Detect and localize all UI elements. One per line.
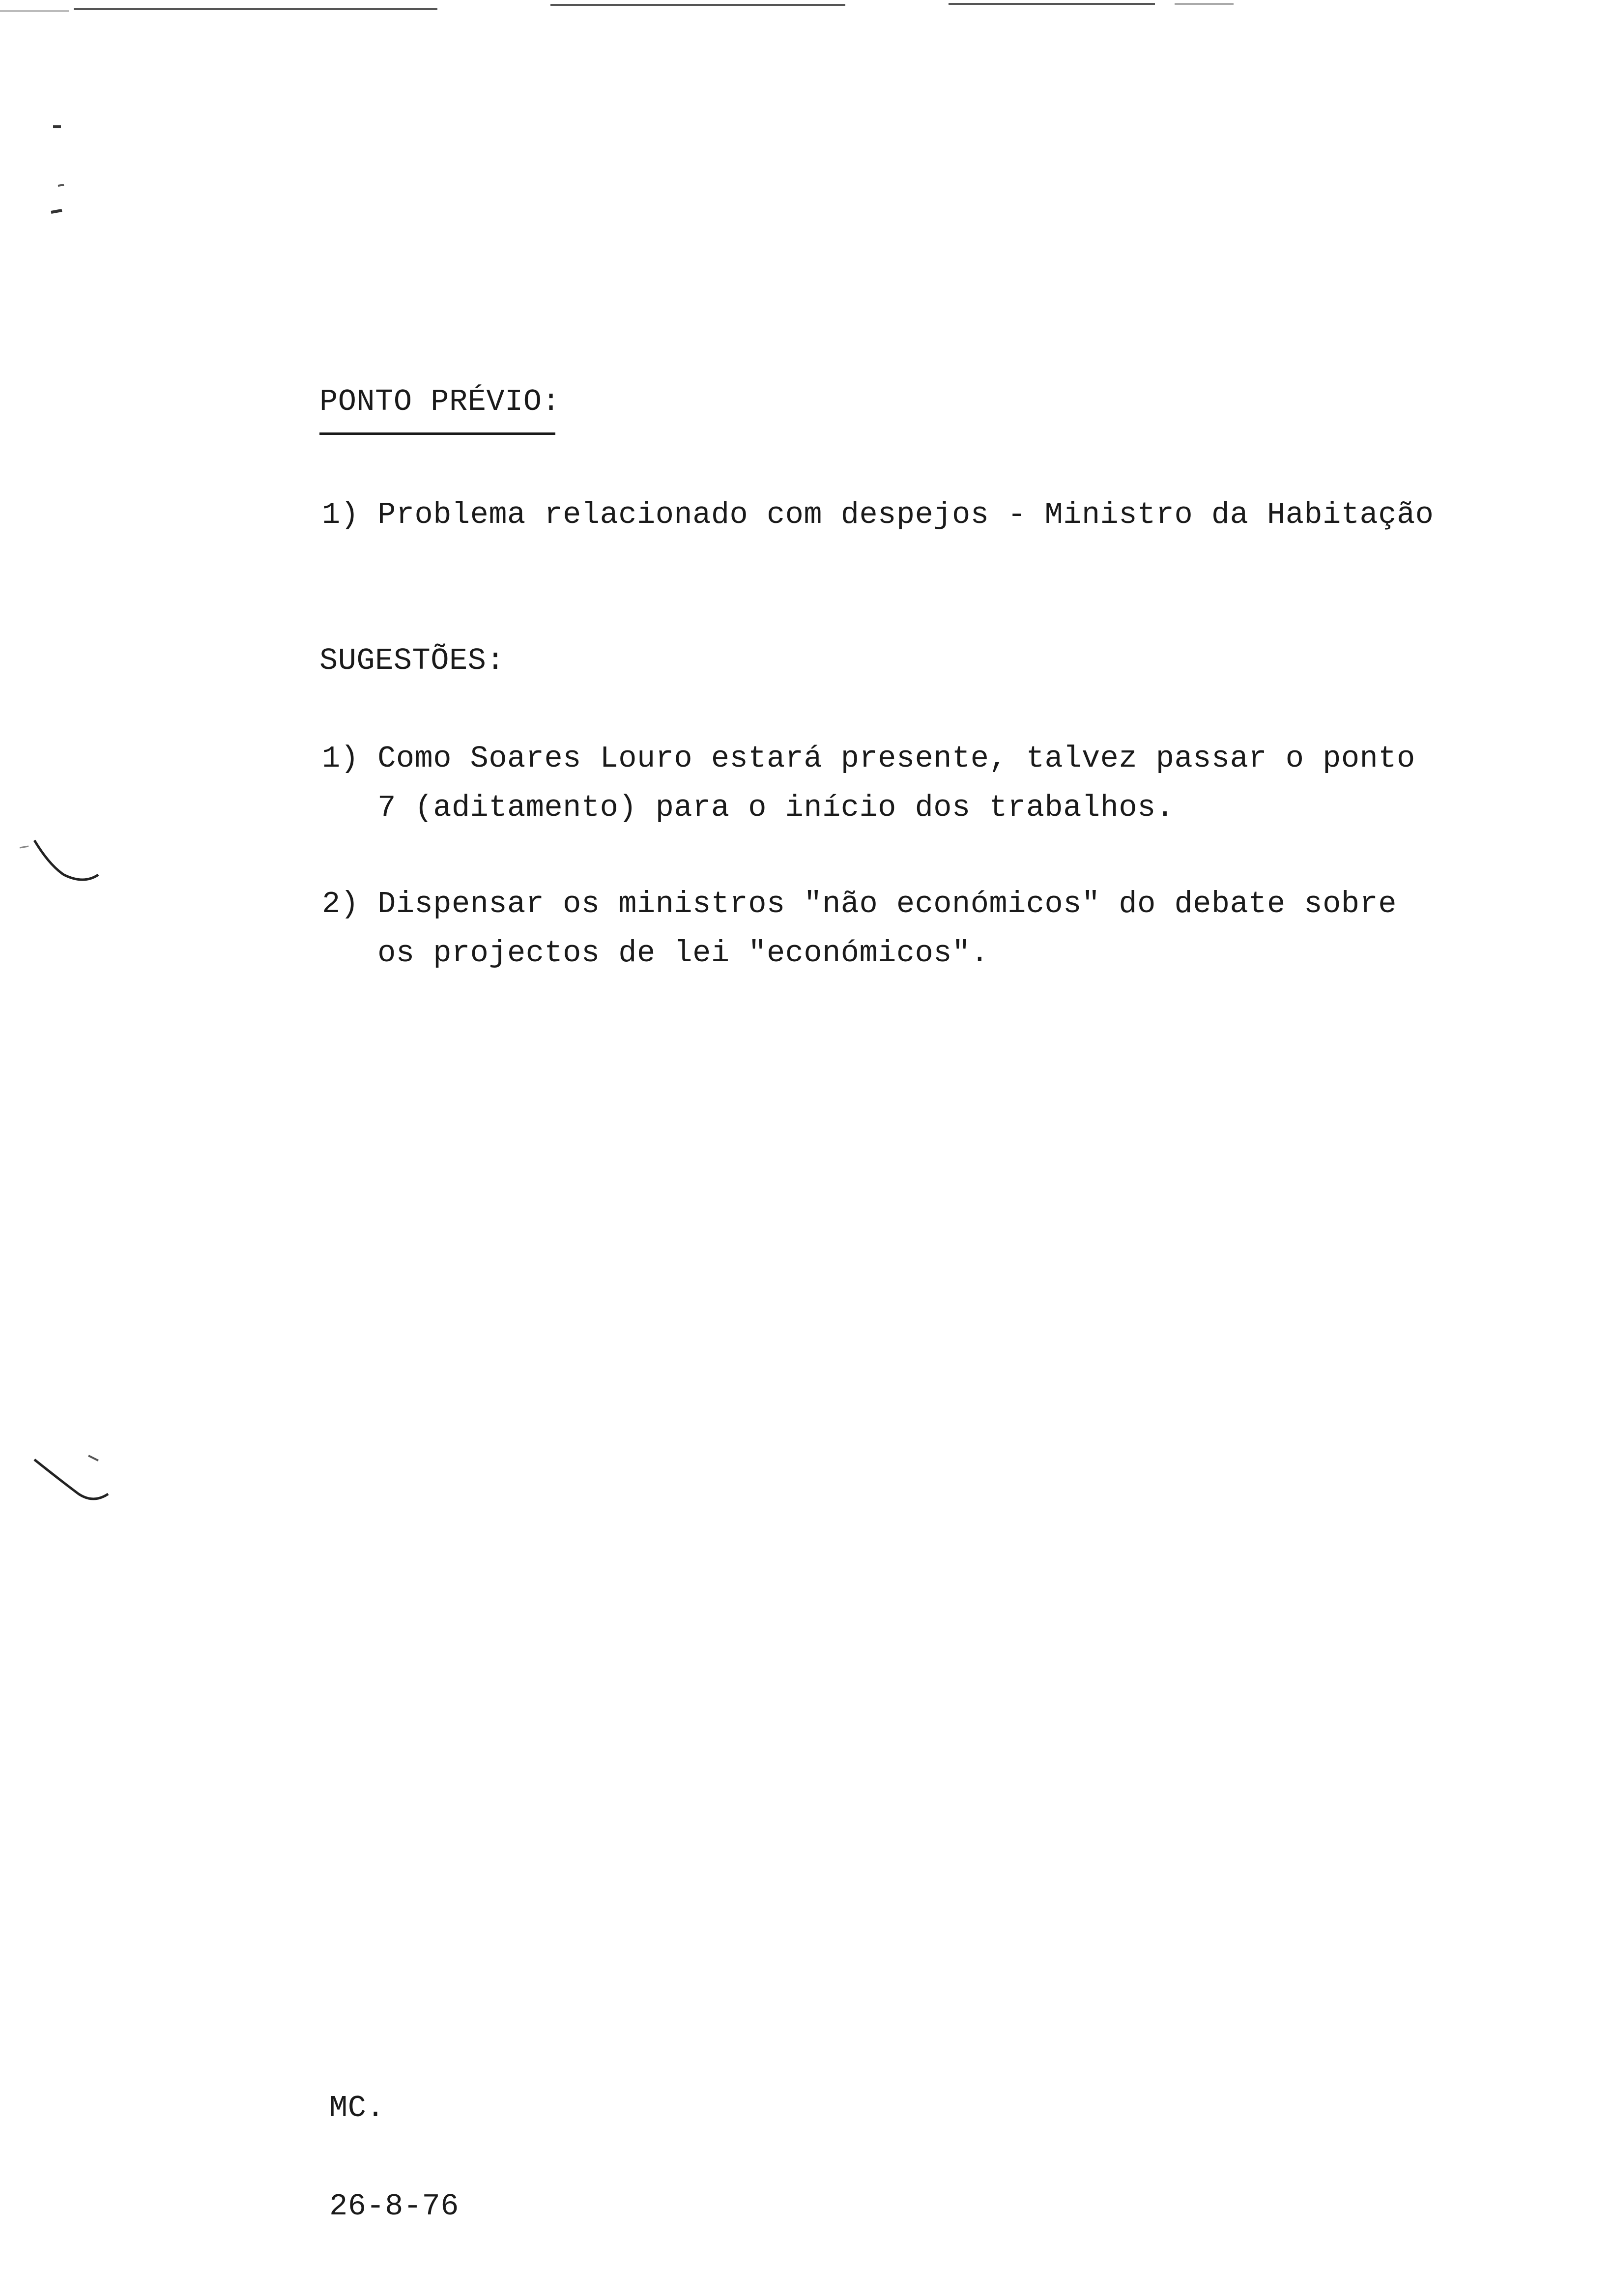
suggestion-item-line: 2) Dispensar os ministros "não económicos" do debate sobre — [322, 887, 1397, 921]
suggestion-item-line: os projectos de lei "económicos". — [322, 936, 989, 971]
scan-top-rule — [550, 4, 845, 6]
section-heading-ponto-previo: PONTO PRÉVIO: — [319, 384, 561, 419]
scan-top-rule — [74, 8, 437, 10]
heading-underline — [319, 432, 555, 435]
suggestion-item-line: 7 (aditamento) para o início dos trabalhos. — [322, 790, 1175, 825]
signature-initials: MC. — [329, 2091, 385, 2125]
section-heading-sugestoes: SUGESTÕES: — [319, 643, 505, 678]
agenda-item: 1) Problema relacionado com despejos - Ministro da Habitação — [322, 497, 1434, 532]
scan-top-rule — [1175, 3, 1234, 5]
scan-top-rule — [0, 10, 69, 12]
document-date: 26-8-76 — [329, 2189, 459, 2224]
scan-top-rule — [949, 3, 1155, 5]
suggestion-item-line: 1) Como Soares Louro estará presente, talvez passar o ponto — [322, 741, 1415, 776]
scan-margin-marks — [0, 98, 128, 1671]
